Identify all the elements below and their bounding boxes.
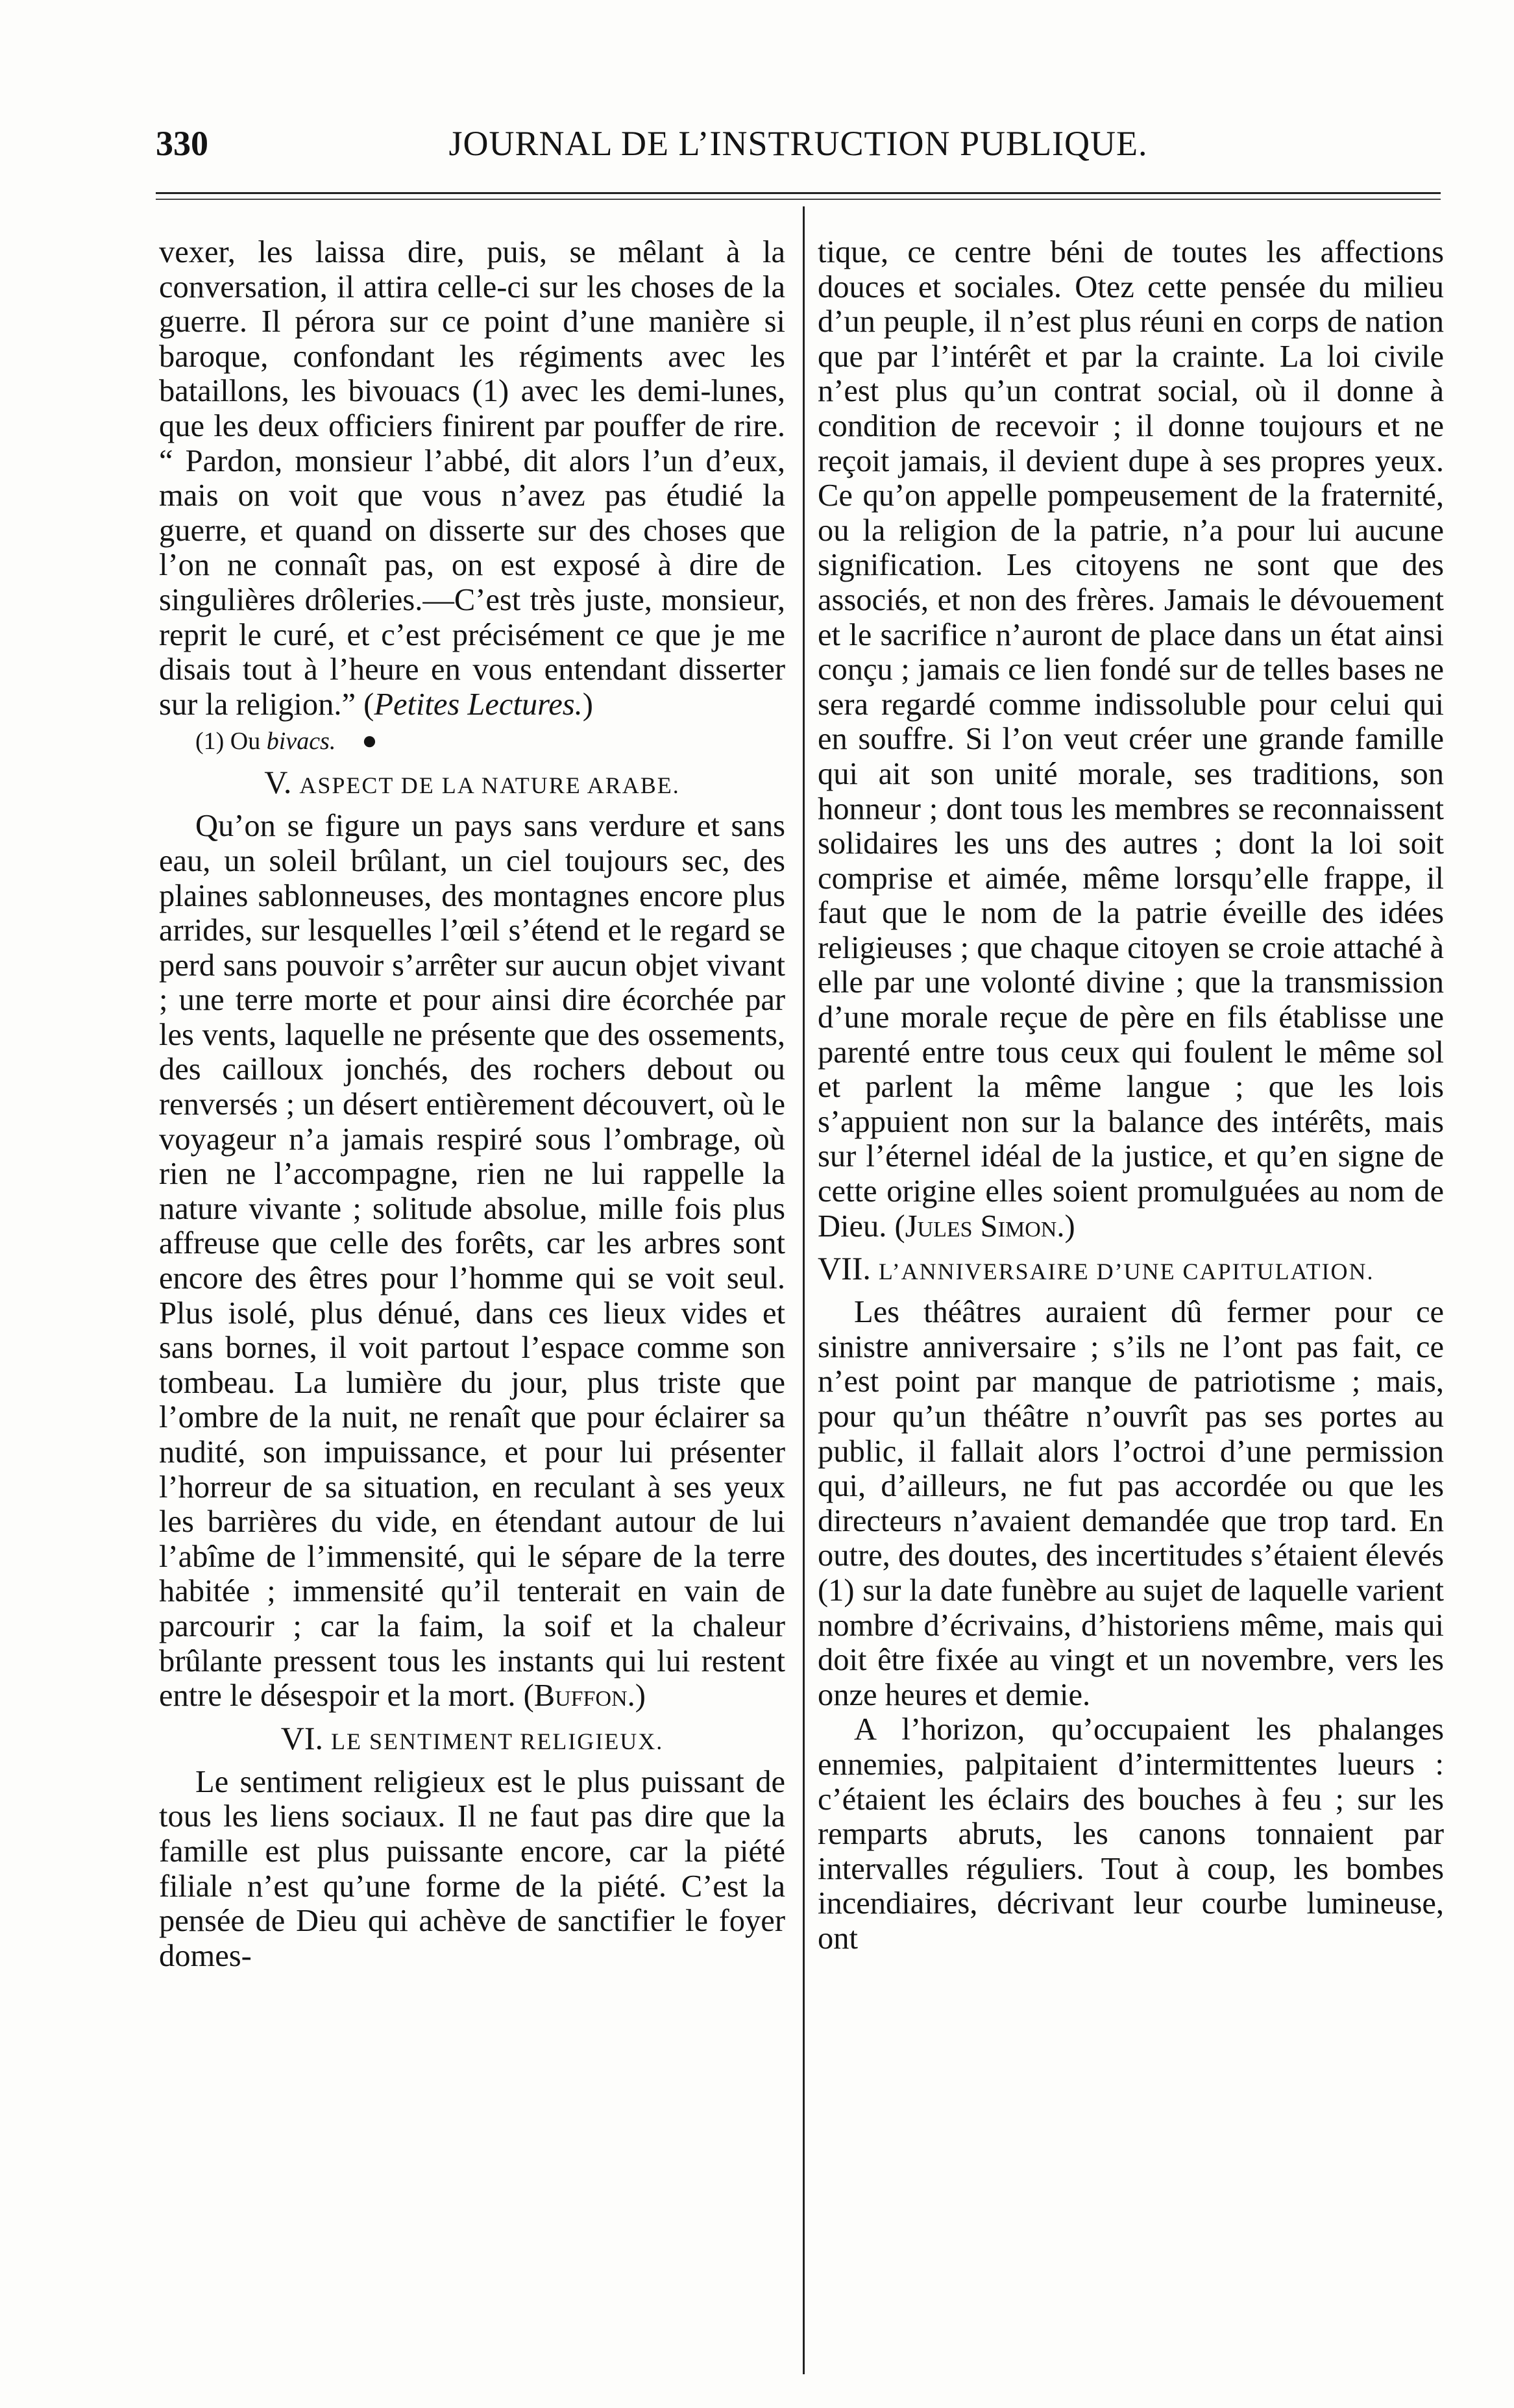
section-heading-v: V. ASPECT DE LA NATURE ARABE. [264, 764, 680, 801]
source-citation: Petites Lectures. [374, 687, 583, 722]
section-heading-vii: VII. L’ANNIVERSAIRE D’UNE CAPITULATION. [818, 1250, 1374, 1287]
anecdote-paragraph: vexer, les laissa dire, puis, se mêlant à la conversation, il attira celle-ci sur les choses de la guerre. Il pérora sur ce point d’une manière si baroque, confondant les régiments avec les bataillons, les bivouacs (1) avec les demi-lunes, que les deux officiers finirent par pouffer de rire. “ Pardon, monsieur l’abbé, dit alors l’un d’eux, mais on voit que vous n’avez pas étudié la guerre, et quand on disserte sur des choses que l’on ne connaît pas, on est exposé à dire de singulières drôleries.—C’est très juste, monsieur, reprit le curé, et c’est précisément ce que je me disais tout à l’heure en vous entendant disserter sur la religion.” (Petites Lectures.) [159, 235, 785, 722]
right-column [818, 235, 1444, 1956]
page-header [156, 123, 1441, 175]
running-title: JOURNAL DE L’INSTRUCTION PUBLIQUE. [448, 124, 1148, 163]
source-citation: Buffon. [533, 1678, 635, 1714]
column-divider [803, 206, 805, 2374]
page-number: 330 [156, 124, 208, 163]
sentiment-religieux-paragraph: Le sentiment religieux est le plus puissant de tous les liens sociaux. Il ne faut pas dire que la famille est plus puissante encore, car la piété filiale n’est qu’une forme de la piété. C’est la pensée de Dieu qui achève de sanctifier le foyer domes- [159, 1764, 785, 1973]
header-rule-secondary [156, 199, 1441, 200]
source-citation: Jules Simon. [905, 1209, 1065, 1244]
nature-arabe-paragraph: Qu’on se figure un pays sans verdure et sans eau, un soleil brûlant, un ciel toujours sec, des plaines sablonneuses, des montagnes encore plus arrides, sur lesquelles l’œil s’étend et le regard se perd sans pouvoir s’arrêter sur aucun objet vivant ; une terre morte et pour ainsi dire écorchée par les vents, laquelle ne présente que des ossements, des cailloux jonchés, des rochers debout ou renversés ; un désert entièrement découvert, où le voyageur n’a jamais respiré sous l’ombrage, où rien ne l’accompagne, rien ne lui rappelle la nature vivante ; solitude absolue, mille fois plus affreuse que celle des forêts, car les arbres sont encore des êtres pour l’homme qui se voit seul. Plus isolé, plus dénué, dans ces lieux vides et sans bornes, il voit partout l’espace comme son tombeau. La lumière du jour, plus triste que l’ombre de la nuit, ne renaît que pour éclairer sa nudité, son impuissance, et pour lui présenter l’horreur de sa situation, en reculant à ses yeux les barrières du vide, en étendant autour de lui l’abîme de l’immensité, qui le sépare de la terre habitée ; immensité qu’il tenterait en vain de parcourir ; car la faim, la soif et la chaleur brûlante pressent tous les instants qui lui restent entre le désespoir et la mort. (Buffon.) [159, 809, 785, 1714]
section-heading-vi: VI. LE SENTIMENT RELIGIEUX. [280, 1719, 664, 1756]
header-rule [156, 192, 1441, 194]
footnote: (1) Ou bivacs. ● [159, 724, 785, 757]
left-column [159, 235, 785, 1973]
sentiment-religieux-continued: tique, ce centre béni de toutes les affections douces et sociales. Otez cette pensée du milieu d’un peuple, il n’est plus réuni en corps de nation que par l’intérêt et par la crainte. La loi civile n’est plus qu’un contrat social, où il donne à condition de recevoir ; il donne toujours et ne reçoit jamais, il devient dupe à ses propres yeux. Ce qu’on appelle pompeusement de la fraternité, ou la religion de la patrie, n’a pour lui aucune signification. Les citoyens ne sont que des associés, et non des frères. Jamais le dévouement et le sacrifice n’auront de place dans un état ainsi conçu ; jamais ce lien fondé sur de telles bases ne sera regardé comme indissoluble pour celui qui en souffre. Si l’on veut créer une grande famille qui ait son unité morale, ses traditions, son honneur ; dont tous les membres se reconnaissent solidaires les uns des autres ; dont la loi soit comprise et aimée, même lorsqu’elle frappe, il faut que le nom de la patrie éveille des idées religieuses ; que chaque citoyen se croie attaché à elle par une volonté divine ; que la transmission d’une morale reçue de père en fils établisse une parenté entre tous ceux qui foulent le même sol et parlent la même langue ; que les lois s’appuient non sur la balance des intérêts, mais sur l’éternel idéal de la justice, et qu’en signe de cette origine elles soient promulguées au nom de Dieu. (Jules Simon.) [818, 235, 1444, 1244]
ink-mark-icon: ● [361, 726, 378, 756]
anniversaire-paragraph: Les théâtres auraient dû fermer pour ce sinistre anniversaire ; s’ils ne l’ont pas fait, ce n’est point par manque de patriotisme ; mais, pour qu’un théâtre n’ouvrît pas ses portes au public, il fallait alors l’octroi d’une permission qui, d’ailleurs, ne fut pas accordée ou que les directeurs n’avaient demandée que trop tard. En outre, des doutes, des incertitudes s’étaient élevés (1) sur la date funèbre au sujet de laquelle varient nombre d’écrivains, d’historiens même, mais qui doit être fixée au vingt et un novembre, vers les onze heures et demie. [818, 1295, 1444, 1712]
horizon-paragraph: A l’horizon, qu’occupaient les phalanges ennemies, palpitaient d’intermittentes lueurs : c’étaient les éclairs des bouches à feu ; sur les remparts abruts, les canons tonnaient par intervalles réguliers. Tout à coup, les bombes incendiaires, décrivant leur courbe lumineuse, ont [818, 1712, 1444, 1956]
